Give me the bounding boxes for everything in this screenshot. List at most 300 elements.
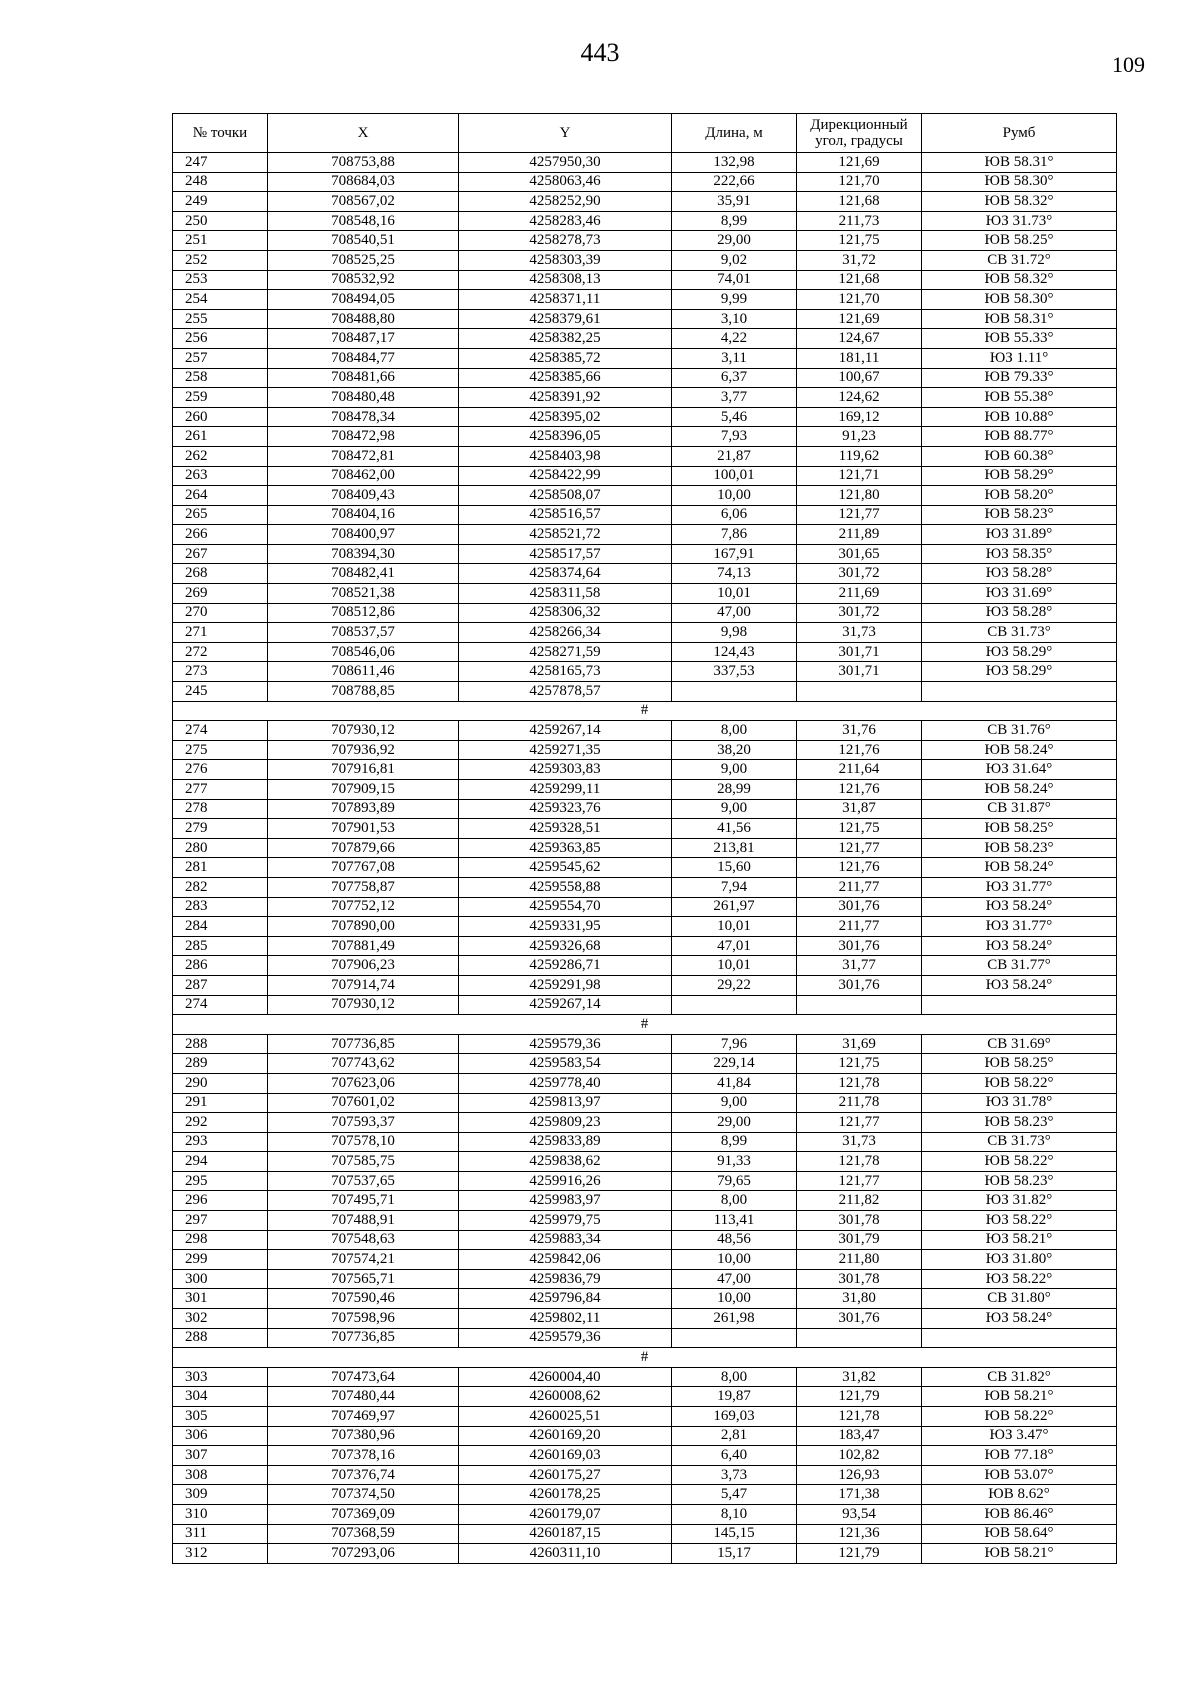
point-number-cell: 287 xyxy=(173,975,268,995)
y-cell: 4257878,57 xyxy=(459,682,672,702)
y-cell: 4259833,89 xyxy=(459,1132,672,1152)
point-number-cell: 267 xyxy=(173,544,268,564)
table-row xyxy=(173,1093,1117,1113)
rhumb-cell: ЮЗ 58.29° xyxy=(922,642,1117,662)
y-cell: 4259286,71 xyxy=(459,956,672,976)
point-number-cell: 306 xyxy=(173,1426,268,1446)
point-number-cell: 259 xyxy=(173,388,268,408)
rhumb-cell: СВ 31.73° xyxy=(922,1132,1117,1152)
table-row xyxy=(173,956,1117,976)
point-number-cell: 289 xyxy=(173,1054,268,1074)
y-cell: 4259813,97 xyxy=(459,1093,672,1113)
x-cell: 708487,17 xyxy=(268,329,459,349)
y-cell: 4258396,05 xyxy=(459,427,672,447)
table-row xyxy=(173,1132,1117,1152)
table-row xyxy=(173,1152,1117,1172)
direction-angle-cell: 93,54 xyxy=(797,1504,922,1524)
point-number-cell: 273 xyxy=(173,662,268,682)
rhumb-cell: ЮЗ 31.82° xyxy=(922,1191,1117,1211)
table-row xyxy=(173,1171,1117,1191)
direction-angle-cell: 121,77 xyxy=(797,838,922,858)
x-cell: 708788,85 xyxy=(268,682,459,702)
y-cell: 4259331,95 xyxy=(459,917,672,937)
direction-angle-cell: 211,78 xyxy=(797,1093,922,1113)
x-cell: 708611,46 xyxy=(268,662,459,682)
table-row xyxy=(173,172,1117,192)
direction-angle-cell: 121,79 xyxy=(797,1387,922,1407)
direction-angle-cell: 301,76 xyxy=(797,897,922,917)
length-cell: 5,47 xyxy=(672,1485,797,1505)
length-cell: 167,91 xyxy=(672,544,797,564)
length-cell: 15,17 xyxy=(672,1544,797,1564)
point-number-cell: 245 xyxy=(173,682,268,702)
x-cell: 707930,12 xyxy=(268,995,459,1015)
table-row xyxy=(173,623,1117,643)
x-cell: 708480,48 xyxy=(268,388,459,408)
table-row xyxy=(173,1387,1117,1407)
y-cell: 4260169,20 xyxy=(459,1426,672,1446)
table-row xyxy=(173,1250,1117,1270)
direction-angle-cell: 31,80 xyxy=(797,1289,922,1309)
y-cell: 4259983,97 xyxy=(459,1191,672,1211)
y-cell: 4259267,14 xyxy=(459,995,672,1015)
y-cell: 4259299,11 xyxy=(459,780,672,800)
y-cell: 4258374,64 xyxy=(459,564,672,584)
y-cell: 4258517,57 xyxy=(459,544,672,564)
length-cell: 261,97 xyxy=(672,897,797,917)
direction-angle-cell: 124,67 xyxy=(797,329,922,349)
rhumb-cell: ЮЗ 31.73° xyxy=(922,211,1117,231)
rhumb-cell: ЮВ 58.23° xyxy=(922,1171,1117,1191)
x-cell: 708567,02 xyxy=(268,192,459,212)
point-number-cell: 257 xyxy=(173,348,268,368)
section-separator-row xyxy=(173,701,1117,721)
table-row xyxy=(173,995,1117,1015)
table-row xyxy=(173,858,1117,878)
y-cell: 4258308,13 xyxy=(459,270,672,290)
y-cell: 4259558,88 xyxy=(459,877,672,897)
x-cell: 707495,71 xyxy=(268,1191,459,1211)
length-cell: 8,00 xyxy=(672,721,797,741)
direction-angle-cell: 211,69 xyxy=(797,584,922,604)
rhumb-cell: ЮЗ 31.69° xyxy=(922,584,1117,604)
point-number-cell: 250 xyxy=(173,211,268,231)
length-cell: 8,00 xyxy=(672,1191,797,1211)
y-cell: 4259802,11 xyxy=(459,1309,672,1329)
header-row xyxy=(173,114,1117,153)
direction-angle-cell: 301,71 xyxy=(797,642,922,662)
x-cell: 707488,91 xyxy=(268,1211,459,1231)
table-row xyxy=(173,309,1117,329)
x-cell: 708484,77 xyxy=(268,348,459,368)
header-y: Y xyxy=(459,114,672,153)
point-number-cell: 260 xyxy=(173,407,268,427)
y-cell: 4259583,54 xyxy=(459,1054,672,1074)
section-separator-row xyxy=(173,1348,1117,1368)
point-number-cell: 251 xyxy=(173,231,268,251)
x-cell: 708546,06 xyxy=(268,642,459,662)
length-cell: 6,06 xyxy=(672,505,797,525)
direction-angle-cell: 301,79 xyxy=(797,1230,922,1250)
rhumb-cell: ЮВ 77.18° xyxy=(922,1446,1117,1466)
table-header xyxy=(173,114,1117,153)
point-number-cell: 294 xyxy=(173,1152,268,1172)
length-cell: 74,01 xyxy=(672,270,797,290)
table-row xyxy=(173,1485,1117,1505)
x-cell: 707565,71 xyxy=(268,1269,459,1289)
y-cell: 4259303,83 xyxy=(459,760,672,780)
y-cell: 4259363,85 xyxy=(459,838,672,858)
point-number-cell: 283 xyxy=(173,897,268,917)
x-cell: 707736,85 xyxy=(268,1328,459,1348)
rhumb-cell: ЮЗ 58.22° xyxy=(922,1269,1117,1289)
x-cell: 708548,16 xyxy=(268,211,459,231)
direction-angle-cell: 301,76 xyxy=(797,1309,922,1329)
x-cell: 708482,41 xyxy=(268,564,459,584)
y-cell: 4258371,11 xyxy=(459,290,672,310)
y-cell: 4258306,32 xyxy=(459,603,672,623)
table-row xyxy=(173,780,1117,800)
length-cell: 47,01 xyxy=(672,936,797,956)
x-cell: 708532,92 xyxy=(268,270,459,290)
point-number-cell: 277 xyxy=(173,780,268,800)
x-cell: 708488,80 xyxy=(268,309,459,329)
x-cell: 707916,81 xyxy=(268,760,459,780)
y-cell: 4259271,35 xyxy=(459,740,672,760)
point-number-cell: 279 xyxy=(173,819,268,839)
rhumb-cell: ЮВ 53.07° xyxy=(922,1465,1117,1485)
rhumb-cell: СВ 31.76° xyxy=(922,721,1117,741)
rhumb-cell: ЮВ 55.38° xyxy=(922,388,1117,408)
direction-angle-cell: 121,79 xyxy=(797,1544,922,1564)
rhumb-cell: ЮЗ 58.21° xyxy=(922,1230,1117,1250)
length-cell: 41,84 xyxy=(672,1073,797,1093)
y-cell: 4258303,39 xyxy=(459,250,672,270)
point-number-cell: 291 xyxy=(173,1093,268,1113)
table-row xyxy=(173,721,1117,741)
length-cell: 9,00 xyxy=(672,760,797,780)
point-number-cell: 288 xyxy=(173,1328,268,1348)
length-cell: 7,94 xyxy=(672,877,797,897)
table-row xyxy=(173,1407,1117,1427)
y-cell: 4260179,07 xyxy=(459,1504,672,1524)
x-cell: 708684,03 xyxy=(268,172,459,192)
direction-angle-cell: 121,70 xyxy=(797,172,922,192)
point-number-cell: 276 xyxy=(173,760,268,780)
direction-angle-cell: 211,89 xyxy=(797,525,922,545)
point-number-cell: 285 xyxy=(173,936,268,956)
x-cell: 707936,92 xyxy=(268,740,459,760)
point-number-cell: 268 xyxy=(173,564,268,584)
table-row xyxy=(173,544,1117,564)
point-number-cell: 263 xyxy=(173,466,268,486)
length-cell: 29,00 xyxy=(672,1113,797,1133)
rhumb-cell: ЮЗ 31.77° xyxy=(922,877,1117,897)
rhumb-cell: СВ 31.73° xyxy=(922,623,1117,643)
coordinates-table xyxy=(172,113,1117,1564)
point-number-cell: 288 xyxy=(173,1034,268,1054)
point-number-cell: 307 xyxy=(173,1446,268,1466)
x-cell: 707368,59 xyxy=(268,1524,459,1544)
direction-angle-cell: 121,69 xyxy=(797,153,922,173)
x-cell: 708394,30 xyxy=(268,544,459,564)
point-number-cell: 274 xyxy=(173,995,268,1015)
direction-angle-cell: 301,71 xyxy=(797,662,922,682)
direction-angle-cell: 91,23 xyxy=(797,427,922,447)
x-cell: 707473,64 xyxy=(268,1367,459,1387)
rhumb-cell: ЮЗ 58.28° xyxy=(922,603,1117,623)
table-row xyxy=(173,1289,1117,1309)
length-cell: 6,37 xyxy=(672,368,797,388)
table-row xyxy=(173,505,1117,525)
length-cell: 41,56 xyxy=(672,819,797,839)
direction-angle-cell: 211,80 xyxy=(797,1250,922,1270)
x-cell: 707743,62 xyxy=(268,1054,459,1074)
direction-angle-cell: 171,38 xyxy=(797,1485,922,1505)
length-cell: 9,02 xyxy=(672,250,797,270)
y-cell: 4258311,58 xyxy=(459,584,672,604)
rhumb-cell: ЮЗ 58.35° xyxy=(922,544,1117,564)
rhumb-cell: СВ 31.77° xyxy=(922,956,1117,976)
direction-angle-cell: 121,76 xyxy=(797,780,922,800)
rhumb-cell: ЮВ 58.25° xyxy=(922,1054,1117,1074)
length-cell: 19,87 xyxy=(672,1387,797,1407)
x-cell: 707736,85 xyxy=(268,1034,459,1054)
direction-angle-cell: 121,71 xyxy=(797,466,922,486)
rhumb-cell: ЮВ 58.21° xyxy=(922,1544,1117,1564)
y-cell: 4259291,98 xyxy=(459,975,672,995)
direction-angle-cell: 301,78 xyxy=(797,1211,922,1231)
point-number-cell: 300 xyxy=(173,1269,268,1289)
x-cell: 707380,96 xyxy=(268,1426,459,1446)
rhumb-cell: ЮЗ 31.77° xyxy=(922,917,1117,937)
rhumb-cell: ЮВ 10.88° xyxy=(922,407,1117,427)
direction-angle-cell: 301,76 xyxy=(797,975,922,995)
direction-angle-cell: 183,47 xyxy=(797,1426,922,1446)
table-row xyxy=(173,290,1117,310)
section-separator: # xyxy=(173,1015,1117,1035)
y-cell: 4258385,66 xyxy=(459,368,672,388)
direction-angle-cell: 301,78 xyxy=(797,1269,922,1289)
table-row xyxy=(173,1269,1117,1289)
x-cell: 707548,63 xyxy=(268,1230,459,1250)
x-cell: 707585,75 xyxy=(268,1152,459,1172)
point-number-cell: 253 xyxy=(173,270,268,290)
x-cell: 707623,06 xyxy=(268,1073,459,1093)
x-cell: 707890,00 xyxy=(268,917,459,937)
y-cell: 4258516,57 xyxy=(459,505,672,525)
point-number-cell: 303 xyxy=(173,1367,268,1387)
direction-angle-cell: 100,67 xyxy=(797,368,922,388)
table-row xyxy=(173,368,1117,388)
rhumb-cell: ЮЗ 58.24° xyxy=(922,1309,1117,1329)
length-cell xyxy=(672,1328,797,1348)
length-cell: 29,22 xyxy=(672,975,797,995)
length-cell: 4,22 xyxy=(672,329,797,349)
length-cell: 15,60 xyxy=(672,858,797,878)
length-cell: 3,77 xyxy=(672,388,797,408)
table-row xyxy=(173,486,1117,506)
y-cell: 4258266,34 xyxy=(459,623,672,643)
direction-angle-cell: 31,69 xyxy=(797,1034,922,1054)
rhumb-cell: ЮЗ 1.11° xyxy=(922,348,1117,368)
y-cell: 4260175,27 xyxy=(459,1465,672,1485)
y-cell: 4258521,72 xyxy=(459,525,672,545)
rhumb-cell: ЮВ 58.64° xyxy=(922,1524,1117,1544)
point-number-cell: 248 xyxy=(173,172,268,192)
x-cell: 707374,50 xyxy=(268,1485,459,1505)
point-number-cell: 271 xyxy=(173,623,268,643)
table-row xyxy=(173,838,1117,858)
point-number-cell: 298 xyxy=(173,1230,268,1250)
point-number-cell: 293 xyxy=(173,1132,268,1152)
direction-angle-cell: 31,77 xyxy=(797,956,922,976)
table-row xyxy=(173,936,1117,956)
length-cell: 47,00 xyxy=(672,603,797,623)
rhumb-cell: ЮВ 88.77° xyxy=(922,427,1117,447)
direction-angle-cell: 31,82 xyxy=(797,1367,922,1387)
direction-angle-cell: 181,11 xyxy=(797,348,922,368)
header-rhumb: Румб xyxy=(922,114,1117,153)
x-cell: 707767,08 xyxy=(268,858,459,878)
point-number-cell: 282 xyxy=(173,877,268,897)
x-cell: 707293,06 xyxy=(268,1544,459,1564)
x-cell: 708409,43 xyxy=(268,486,459,506)
header-direction-angle: Дирекционный угол, градусы xyxy=(797,114,922,153)
y-cell: 4259883,34 xyxy=(459,1230,672,1250)
length-cell: 145,15 xyxy=(672,1524,797,1544)
direction-angle-cell: 301,72 xyxy=(797,603,922,623)
rhumb-cell: ЮЗ 58.22° xyxy=(922,1211,1117,1231)
rhumb-cell: ЮВ 79.33° xyxy=(922,368,1117,388)
direction-angle-cell: 121,76 xyxy=(797,858,922,878)
table-row xyxy=(173,1191,1117,1211)
y-cell: 4259545,62 xyxy=(459,858,672,878)
rhumb-cell: ЮВ 58.30° xyxy=(922,290,1117,310)
x-cell: 707752,12 xyxy=(268,897,459,917)
x-cell: 708404,16 xyxy=(268,505,459,525)
point-number-cell: 262 xyxy=(173,446,268,466)
x-cell: 708472,81 xyxy=(268,446,459,466)
point-number-cell: 284 xyxy=(173,917,268,937)
rhumb-cell: ЮВ 58.20° xyxy=(922,486,1117,506)
length-cell: 10,00 xyxy=(672,1289,797,1309)
rhumb-cell: ЮВ 86.46° xyxy=(922,1504,1117,1524)
point-number-cell: 286 xyxy=(173,956,268,976)
y-cell: 4259796,84 xyxy=(459,1289,672,1309)
table-row xyxy=(173,1446,1117,1466)
x-cell: 707881,49 xyxy=(268,936,459,956)
rhumb-cell: ЮВ 58.31° xyxy=(922,153,1117,173)
table-row xyxy=(173,564,1117,584)
rhumb-cell: ЮВ 58.25° xyxy=(922,819,1117,839)
direction-angle-cell: 121,75 xyxy=(797,819,922,839)
x-cell: 707914,74 xyxy=(268,975,459,995)
length-cell: 10,01 xyxy=(672,917,797,937)
length-cell: 8,99 xyxy=(672,211,797,231)
direction-angle-cell: 121,76 xyxy=(797,740,922,760)
table-row xyxy=(173,153,1117,173)
x-cell: 707893,89 xyxy=(268,799,459,819)
table-row xyxy=(173,975,1117,995)
direction-angle-cell: 121,75 xyxy=(797,231,922,251)
point-number-cell: 270 xyxy=(173,603,268,623)
rhumb-cell: ЮЗ 58.24° xyxy=(922,897,1117,917)
table-row xyxy=(173,407,1117,427)
point-number-cell: 297 xyxy=(173,1211,268,1231)
table-row xyxy=(173,917,1117,937)
length-cell: 29,00 xyxy=(672,231,797,251)
table-row xyxy=(173,1211,1117,1231)
direction-angle-cell: 301,76 xyxy=(797,936,922,956)
y-cell: 4259809,23 xyxy=(459,1113,672,1133)
point-number-cell: 258 xyxy=(173,368,268,388)
direction-angle-cell: 121,77 xyxy=(797,505,922,525)
direction-angle-cell: 121,78 xyxy=(797,1073,922,1093)
y-cell: 4258403,98 xyxy=(459,446,672,466)
direction-angle-cell: 31,72 xyxy=(797,250,922,270)
point-number-cell: 311 xyxy=(173,1524,268,1544)
rhumb-cell: ЮВ 58.24° xyxy=(922,740,1117,760)
rhumb-cell: ЮВ 58.21° xyxy=(922,1387,1117,1407)
direction-angle-cell: 124,62 xyxy=(797,388,922,408)
x-cell: 708494,05 xyxy=(268,290,459,310)
length-cell: 7,93 xyxy=(672,427,797,447)
rhumb-cell: ЮЗ 58.29° xyxy=(922,662,1117,682)
rhumb-cell: ЮЗ 31.89° xyxy=(922,525,1117,545)
y-cell: 4258422,99 xyxy=(459,466,672,486)
point-number-cell: 254 xyxy=(173,290,268,310)
direction-angle-cell: 119,62 xyxy=(797,446,922,466)
table-row xyxy=(173,1504,1117,1524)
point-number-cell: 310 xyxy=(173,1504,268,1524)
x-cell: 707598,96 xyxy=(268,1309,459,1329)
x-cell: 708525,25 xyxy=(268,250,459,270)
x-cell: 708521,38 xyxy=(268,584,459,604)
rhumb-cell: СВ 31.69° xyxy=(922,1034,1117,1054)
x-cell: 707879,66 xyxy=(268,838,459,858)
direction-angle-cell xyxy=(797,682,922,702)
point-number-cell: 266 xyxy=(173,525,268,545)
y-cell: 4260169,03 xyxy=(459,1446,672,1466)
x-cell: 708478,34 xyxy=(268,407,459,427)
y-cell: 4259579,36 xyxy=(459,1034,672,1054)
length-cell: 100,01 xyxy=(672,466,797,486)
length-cell: 124,43 xyxy=(672,642,797,662)
y-cell: 4259838,62 xyxy=(459,1152,672,1172)
length-cell: 79,65 xyxy=(672,1171,797,1191)
length-cell: 28,99 xyxy=(672,780,797,800)
y-cell: 4259836,79 xyxy=(459,1269,672,1289)
length-cell: 8,10 xyxy=(672,1504,797,1524)
y-cell: 4257950,30 xyxy=(459,153,672,173)
direction-angle-cell: 102,82 xyxy=(797,1446,922,1466)
length-cell: 10,00 xyxy=(672,486,797,506)
x-cell: 707574,21 xyxy=(268,1250,459,1270)
direction-angle-cell: 126,93 xyxy=(797,1465,922,1485)
rhumb-cell: ЮВ 58.32° xyxy=(922,270,1117,290)
length-cell: 35,91 xyxy=(672,192,797,212)
direction-angle-cell: 121,75 xyxy=(797,1054,922,1074)
point-number-cell: 312 xyxy=(173,1544,268,1564)
x-cell: 708512,86 xyxy=(268,603,459,623)
table-row xyxy=(173,466,1117,486)
direction-angle-cell: 169,12 xyxy=(797,407,922,427)
rhumb-cell xyxy=(922,682,1117,702)
x-cell: 707601,02 xyxy=(268,1093,459,1113)
y-cell: 4259842,06 xyxy=(459,1250,672,1270)
point-number-cell: 275 xyxy=(173,740,268,760)
